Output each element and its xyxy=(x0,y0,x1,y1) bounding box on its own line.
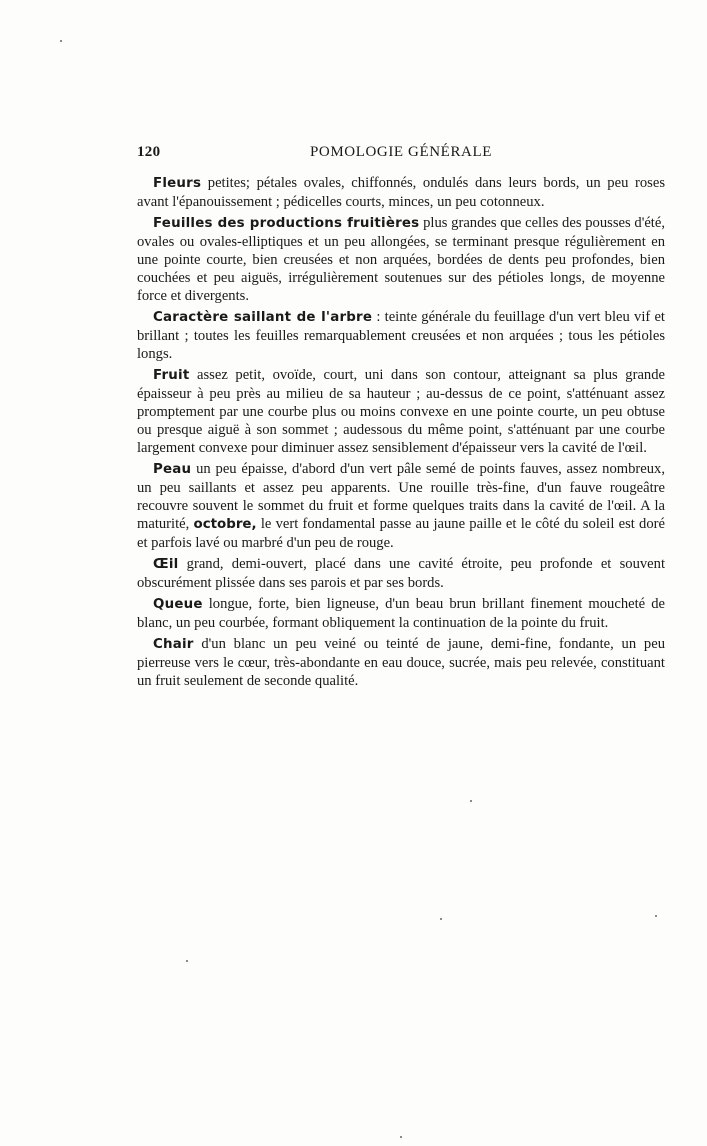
paragraph-text: grand, demi-ouvert, placé dans une cavité étroite, peu profonde et souvent obscurément plissée dans ses parois et par ses bords. xyxy=(137,556,665,591)
paragraph-lead: Feuilles des productions fruitières xyxy=(153,216,420,231)
paragraph-lead: Œil xyxy=(153,557,179,572)
paragraph-emphasis: octobre, xyxy=(193,517,257,532)
paragraph-feuilles xyxy=(137,214,665,305)
paragraph-lead: Fruit xyxy=(153,368,190,383)
paragraph-text: le vert fondamental passe au jaune paille et le côté du soleil est doré et parfois lavé ou marbré d'un peu de rouge. xyxy=(137,516,665,551)
scan-speck xyxy=(186,960,188,962)
running-title: POMOLOGIE GÉNÉRALE xyxy=(309,144,493,160)
paragraph-text: un peu épaisse, d'abord d'un vert pâle semé de points fauves, assez nombreux, un peu saillants et assez peu apparents. Une rouille très-fine, d'un fauve rougeâtre recouvre souvent le sommet du fruit et forme quelques traits dans la cavité de l'œil. A la maturité, xyxy=(137,461,665,532)
paragraph-lead: Chair xyxy=(153,637,194,652)
paragraph-text: longue, forte, bien ligneuse, d'un beau brun brillant finement moucheté de blanc, un peu courbée, formant obliquement la continuation de la pointe du fruit. xyxy=(137,596,665,631)
paragraph-peau xyxy=(137,460,665,552)
paragraph-text: petites; pétales ovales, chiffonnés, ondulés dans leurs bords, un peu roses avant l'épanouissement ; pédicelles courts, minces, un peu cotonneux. xyxy=(137,175,665,210)
paragraph-queue xyxy=(137,595,665,632)
paragraph-fruit xyxy=(137,366,665,457)
scan-speck xyxy=(655,915,657,917)
paragraph-fleurs xyxy=(137,174,665,211)
scan-speck xyxy=(470,800,472,802)
paragraph-lead: Peau xyxy=(153,462,192,477)
body-text xyxy=(137,174,665,693)
paragraph-text: assez petit, ovoïde, court, uni dans son contour, atteignant sa plus grande épaisseur à peu près au milieu de sa hauteur ; au-dessus de ce point, s'atténuant assez promptement par une courbe plus ou moins convexe en une pointe courte, un peu obtuse ou presque aiguë à son sommet ; audessous du même point, s'atténuant par une courbe largement convexe pour diminuer assez sensiblement d'épaisseur vers la cavité de l'œil. xyxy=(137,367,665,456)
paragraph-text: plus grandes que celles des pousses d'été, ovales ou ovales-elliptiques et un peu allongées, se terminant presque régulièrement en une pointe courte, bien creusées et non arquées, bordées de dents peu profondes, bien couchées et peu aiguës, irrégulièrement soutenues sur des pétioles longs, de moyenne force et divergents. xyxy=(137,215,665,304)
paragraph-caractere xyxy=(137,308,665,363)
paragraph-text: d'un blanc un peu veiné ou teinté de jaune, demi-fine, fondante, un peu pierreuse vers le cœur, très-abondante en eau douce, sucrée, mais peu relevée, constituant un fruit seulement de seconde qualité. xyxy=(137,636,665,689)
paragraph-text: : teinte générale du feuillage d'un vert bleu vif et brillant ; toutes les feuilles remarquablement creusées et non arquées ; tous les pétioles longs. xyxy=(137,309,665,362)
scan-speck xyxy=(400,1136,402,1138)
paragraph-chair xyxy=(137,635,665,690)
paragraph-lead: Fleurs xyxy=(153,176,202,191)
scan-speck xyxy=(60,40,62,42)
paragraph-oeil xyxy=(137,555,665,592)
page-header xyxy=(137,144,665,164)
paragraph-lead: Queue xyxy=(153,597,203,612)
scan-speck xyxy=(440,918,442,920)
page-number: 120 xyxy=(137,144,161,160)
paragraph-lead: Caractère saillant de l'arbre xyxy=(153,310,373,325)
